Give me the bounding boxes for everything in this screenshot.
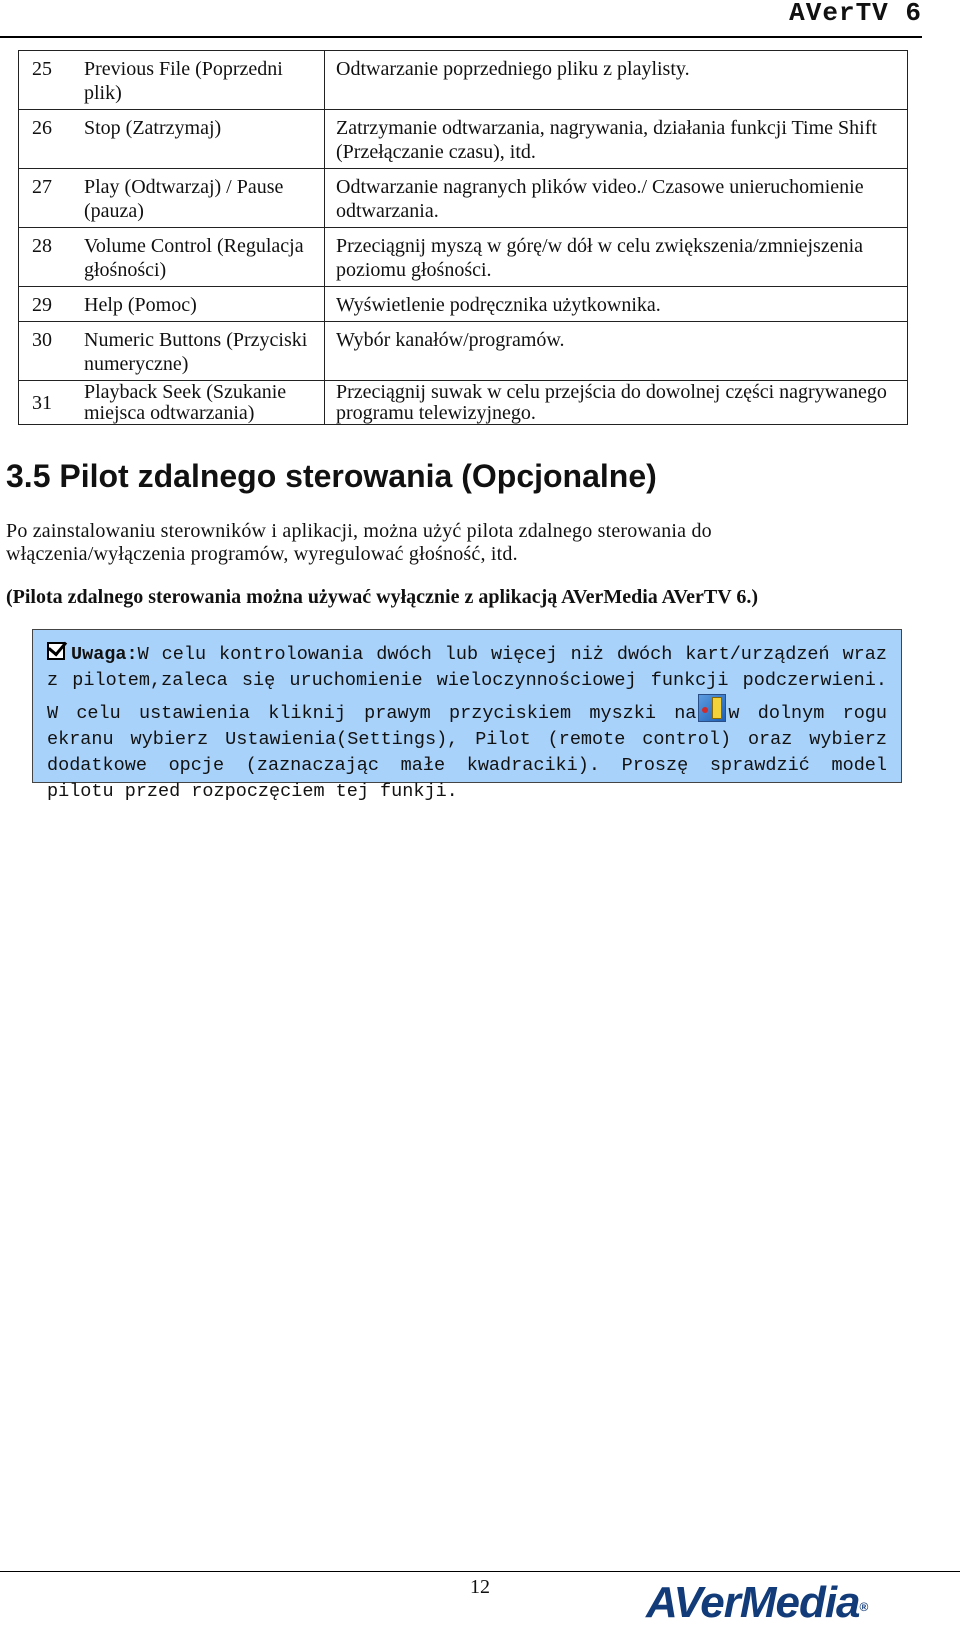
row-number: 27: [19, 169, 77, 228]
avermedia-logo: [646, 1580, 867, 1626]
avertv-tray-icon: [698, 694, 726, 722]
header-title: AVerTV 6: [789, 0, 922, 28]
usage-restriction-note: (Pilota zdalnego sterowania można używać wyłącznie z aplikacją AVerMedia AVerTV 6.): [6, 586, 758, 608]
controls-table: [18, 50, 908, 425]
table-row: [19, 381, 908, 425]
row-number: 31: [19, 381, 77, 425]
logo-text: AVerMedia: [646, 1578, 860, 1627]
control-description: Przeciągnij suwak w celu przejścia do dowolnej części nagrywanego programu telewizyjnego.: [325, 381, 908, 425]
row-number: 25: [19, 51, 77, 110]
row-number: 29: [19, 287, 77, 322]
table-row: [19, 51, 908, 110]
note-text-end: w dolnym rogu ekranu wybierz Ustawienia(Settings), Pilot (remote control) oraz wybierz dodatkowe opcje (zaznaczając małe kwadraciki). Proszę sprawdzić model pilotu przed rozpoczęciem tej funkji.: [47, 703, 888, 802]
row-number: 26: [19, 110, 77, 169]
checkbox-check-icon: [47, 642, 65, 660]
footer-divider: [0, 1571, 960, 1572]
control-description: Wybór kanałów/programów.: [325, 322, 908, 381]
table-row: [19, 228, 908, 287]
header-divider: [0, 36, 922, 38]
control-description: Wyświetlenie podręcznika użytkownika.: [325, 287, 908, 322]
control-name: Playback Seek (Szukanie miejsca odtwarzania): [76, 381, 325, 425]
control-description: Odtwarzanie nagranych plików video./ Czasowe unieruchomienie odtwarzania.: [325, 169, 908, 228]
section-heading: 3.5 Pilot zdalnego sterowania (Opcjonalne): [6, 458, 657, 494]
control-description: Zatrzymanie odtwarzania, nagrywania, działania funkcji Time Shift (Przełączanie czasu), itd.: [325, 110, 908, 169]
control-description: Przeciągnij myszą w górę/w dół w celu zwiększenia/zmniejszenia poziomu głośności.: [325, 228, 908, 287]
table-row: [19, 287, 908, 322]
control-name: Stop (Zatrzymaj): [76, 110, 325, 169]
page-number: 12: [470, 1576, 490, 1598]
control-name: Help (Pomoc): [76, 287, 325, 322]
row-number: 30: [19, 322, 77, 381]
intro-paragraph: Po zainstalowaniu sterowników i aplikacji, można użyć pilota zdalnego sterowania do włączenia/wyłączenia programów, wyregulować głośność, itd.: [6, 520, 712, 565]
note-text-start: W celu kontrolowania dwóch lub więcej niż dwóch kart/urządzeń wraz z pilotem,zaleca się uruchomienie wieloczynnościowej funkcji podczerwieni. W celu ustawienia kliknij prawym przyciskiem myszki na: [47, 644, 887, 724]
row-number: 28: [19, 228, 77, 287]
table-row: [19, 110, 908, 169]
control-description: Odtwarzanie poprzedniego pliku z playlisty.: [325, 51, 908, 110]
note-label: Uwaga:: [71, 644, 138, 665]
note-box: [32, 629, 902, 802]
table-row: [19, 169, 908, 228]
control-name: Numeric Buttons (Przyciski numeryczne): [76, 322, 325, 381]
control-name: Previous File (Poprzedni plik): [76, 51, 325, 110]
control-name: Play (Odtwarzaj) / Pause (pauza): [76, 169, 325, 228]
control-name: Volume Control (Regulacja głośności): [76, 228, 325, 287]
table-row: [19, 322, 908, 381]
registered-mark: ®: [859, 1600, 868, 1614]
